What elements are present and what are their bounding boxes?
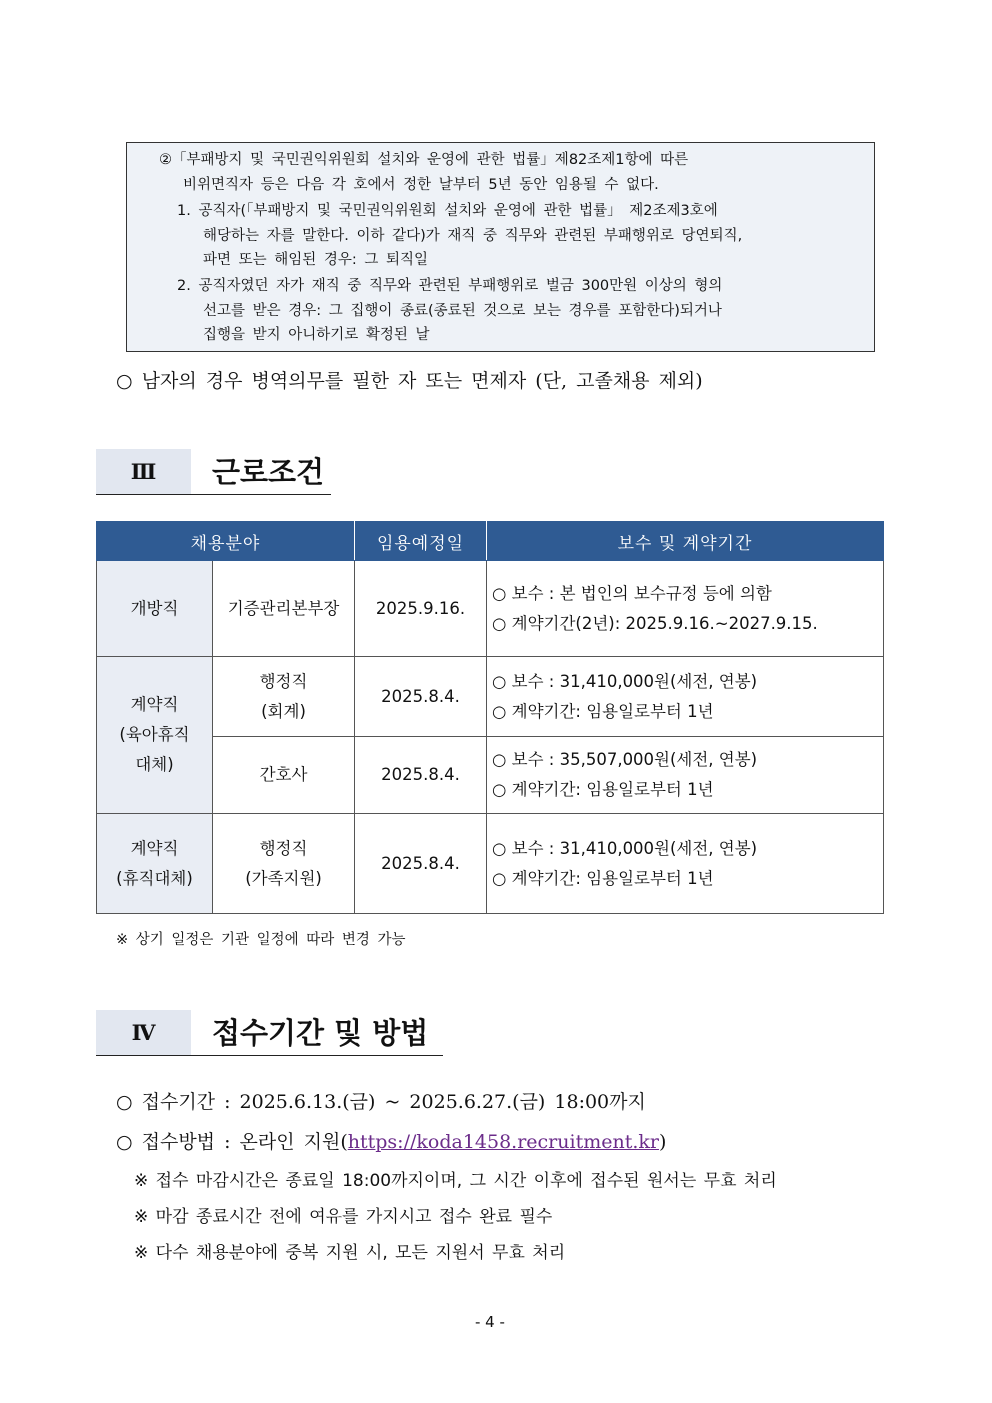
col-header-date: 임용예정일 xyxy=(355,522,487,561)
date-cell: 2025.9.16. xyxy=(355,561,487,657)
section-title: 근로조건 xyxy=(212,455,325,489)
law-item-line: 2. 공직자였던 자가 재직 중 직무와 관련된 부패행위로 벌금 300만원 이상의 형의 xyxy=(177,278,723,294)
period-line: ○ 계약기간: 임용일로부터 1년 xyxy=(492,701,714,721)
section-4-header xyxy=(96,1010,443,1056)
military-requirement: ○ 남자의 경우 병역의무를 필한 자 또는 면제자 (단, 고졸채용 제외) xyxy=(116,370,703,392)
table-row xyxy=(97,561,884,657)
position-line: (가족지원) xyxy=(245,868,322,888)
law-item-line: 해당하는 자를 말한다. 이하 같다)가 재직 중 직무와 관련된 부패행위로 당연퇴직, xyxy=(203,228,743,244)
date-cell: 2025.8.4. xyxy=(355,814,487,914)
law-clause-line: 비위면직자 등은 다음 각 호에서 정한 날부터 5년 동안 임용될 수 없다. xyxy=(183,177,659,193)
category-cell xyxy=(97,657,213,814)
method-label: ○ 접수방법 : 온라인 지원( xyxy=(116,1131,348,1153)
law-item-line: 1. 공직자(「부패방지 및 국민권익위원회 설치와 운영에 관한 법률」 제2조제3호에 xyxy=(177,203,718,219)
recruitment-site-link[interactable]: https://koda1458.recruitment.kr xyxy=(347,1131,659,1153)
application-method xyxy=(116,1127,666,1154)
position-cell xyxy=(213,657,355,737)
col-header-field: 채용분야 xyxy=(97,522,355,561)
application-note: ※ 접수 마감시간은 종료일 18:00까지이며, 그 시간 이후에 접수된 원서는 무효 처리 xyxy=(134,1171,777,1191)
pay-cell xyxy=(487,814,884,914)
page-number: - 4 - xyxy=(475,1313,505,1331)
pay-line: ○ 보수 : 35,507,000원(세전, 연봉) xyxy=(492,750,758,769)
law-clause-line: ②「부패방지 및 국민권익위원회 설치와 운영에 관한 법률」제82조제1항에 따른 xyxy=(159,152,689,168)
pay-cell xyxy=(487,561,884,657)
application-note: ※ 다수 채용분야에 중복 지원 시, 모든 지원서 무효 처리 xyxy=(134,1243,566,1263)
col-header-pay: 보수 및 계약기간 xyxy=(487,522,884,561)
category-line: (휴직대체) xyxy=(116,868,193,888)
application-note: ※ 마감 종료시간 전에 여유를 가지시고 접수 완료 필수 xyxy=(134,1207,553,1227)
category-cell: 개방직 xyxy=(97,561,213,657)
table-header-row xyxy=(97,522,884,561)
date-cell: 2025.8.4. xyxy=(355,737,487,814)
pay-line: ○ 보수 : 본 법인의 보수규정 등에 의함 xyxy=(492,583,772,603)
category-line: 계약직 xyxy=(130,695,179,714)
position-cell: 기증관리본부장 xyxy=(213,561,355,657)
period-line: ○ 계약기간: 임용일로부터 1년 xyxy=(492,780,714,799)
pay-line: ○ 보수 : 31,410,000원(세전, 연봉) xyxy=(492,671,758,691)
section-3-header xyxy=(96,449,331,495)
working-conditions-table xyxy=(96,521,884,914)
schedule-note: ※ 상기 일정은 기관 일정에 따라 변경 가능 xyxy=(116,932,406,948)
period-line: ○ 계약기간(2년): 2025.9.16.~2027.9.15. xyxy=(492,613,818,633)
position-cell xyxy=(213,814,355,914)
method-suffix: ) xyxy=(658,1131,667,1153)
law-item-line: 파면 또는 해임된 경우: 그 퇴직일 xyxy=(203,252,429,268)
period-line: ○ 계약기간: 임용일로부터 1년 xyxy=(492,868,714,888)
date-cell: 2025.8.4. xyxy=(355,657,487,737)
category-line: 대체) xyxy=(135,755,174,774)
section-number: Ⅲ xyxy=(96,449,191,495)
pay-cell xyxy=(487,657,884,737)
table-row xyxy=(97,737,884,814)
category-cell xyxy=(97,814,213,914)
category-line: 계약직 xyxy=(130,838,179,858)
application-period: ○ 접수기간 : 2025.6.13.(금) ~ 2025.6.27.(금) 18:00까지 xyxy=(116,1091,646,1113)
law-item-line: 선고를 받은 경우: 그 집행이 종료(종료된 것으로 보는 경우를 포함한다)되거나 xyxy=(203,303,722,319)
pay-line: ○ 보수 : 31,410,000원(세전, 연봉) xyxy=(492,838,758,858)
law-excerpt-box xyxy=(126,142,875,352)
position-cell: 간호사 xyxy=(213,737,355,814)
law-item-line: 집행을 받지 아니하기로 확정된 날 xyxy=(203,327,430,343)
position-line: (회계) xyxy=(261,701,306,721)
table-row xyxy=(97,657,884,737)
table-row xyxy=(97,814,884,914)
pay-cell xyxy=(487,737,884,814)
position-line: 행정직 xyxy=(259,671,308,691)
position-line: 행정직 xyxy=(259,838,308,858)
section-title: 접수기간 및 방법 xyxy=(212,1016,429,1050)
section-number: Ⅳ xyxy=(96,1010,191,1056)
category-line: (육아휴직 xyxy=(119,725,190,744)
